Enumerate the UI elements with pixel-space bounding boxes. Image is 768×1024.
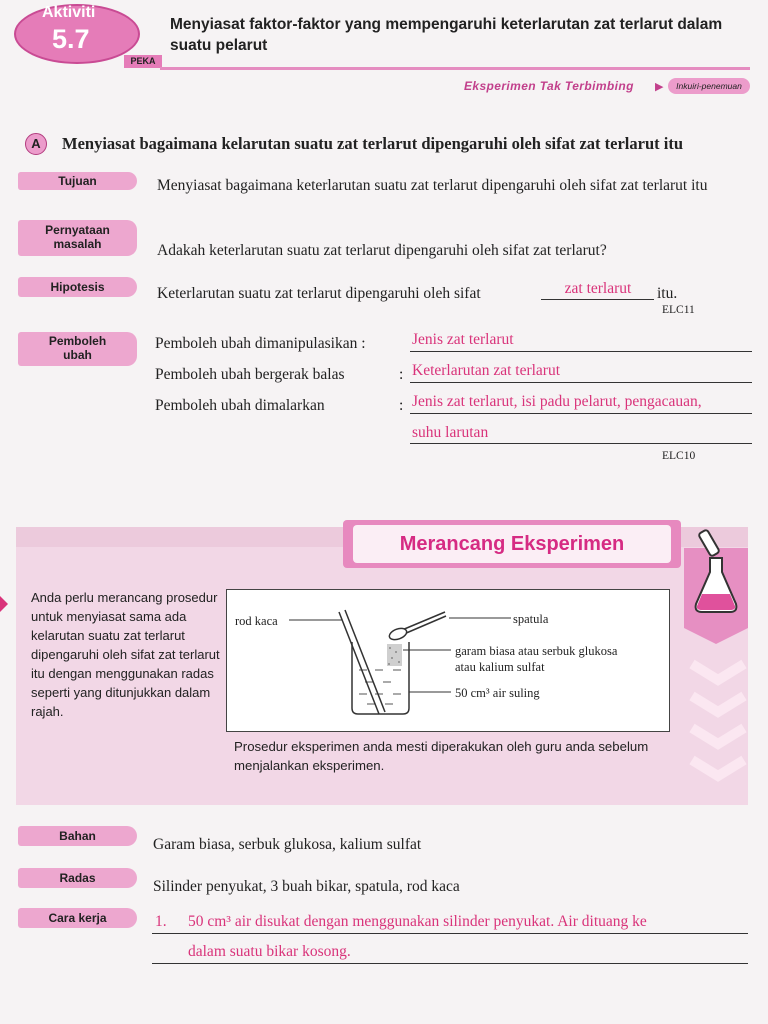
experiment-type: Eksperimen Tak Terbimbing [464, 79, 634, 93]
step-1-line-2: dalam suatu bikar kosong. [188, 943, 351, 960]
controlled-answer-1: Jenis zat terlarut, isi padu pelarut, pengacauan, [412, 393, 702, 410]
answer-line [410, 351, 752, 352]
activity-number: 5.7 [52, 24, 90, 54]
label-spatula: spatula [513, 612, 549, 626]
tag-pemboleh-ubah [18, 332, 137, 366]
answer-line [152, 933, 748, 934]
answer-line [410, 443, 752, 444]
step-1-line-1: 50 cm³ air disukat dengan menggunakan silinder penyukat. Air dituang ke [188, 913, 647, 930]
controlled-answer-2: suhu larutan [412, 424, 489, 441]
tag-cara-kerja: Cara kerja [18, 908, 137, 928]
tag-line-1: Pemboleh [48, 334, 107, 348]
radas-text: Silinder penyukat, 3 buah bikar, spatula, rod kaca [153, 878, 460, 895]
section-letter: A [25, 133, 47, 155]
label-solute-1: garam biasa atau serbuk glukosa [455, 644, 618, 658]
tag-line-2: ubah [63, 348, 92, 362]
step-number: 1. [155, 913, 167, 930]
tag-radas: Radas [18, 868, 137, 888]
answer-line [152, 963, 748, 964]
tag-tujuan: Tujuan [18, 172, 137, 190]
answer-line [410, 382, 752, 383]
tag-pernyataan-masalah [18, 220, 137, 256]
margin-marker-icon [0, 596, 10, 612]
design-intro-text: Anda perlu merancang prosedur untuk menyiasat sama ada kelarutan suatu zat terlarut dipengaruhi oleh sifat zat terlarut itu dengan menggunakan radas seperti yang ditunjukkan dalam rajah. [31, 590, 220, 719]
play-arrow-icon: ▶ [655, 81, 664, 93]
activity-word: Aktiviti [42, 4, 96, 21]
hipotesis-text: Keterlarutan suatu zat terlarut dipengaruhi oleh sifat [157, 285, 481, 302]
colon: : [399, 366, 404, 383]
activity-title: Menyiasat faktor-faktor yang mempengaruhi keterlarutan zat terlarut dalam suatu pelarut [170, 16, 723, 54]
hipotesis-answer-line [541, 299, 654, 300]
peka-tag: PEKA [124, 55, 162, 68]
colon: : [399, 397, 404, 414]
tag-line-1: Pernyataan [45, 223, 110, 237]
apparatus-diagram [226, 589, 670, 732]
header-rule [160, 67, 750, 70]
controlled-label: Pemboleh ubah dimalarkan [155, 397, 325, 414]
elc-code: ELC11 [662, 304, 695, 316]
elc-code: ELC10 [662, 450, 696, 462]
pernyataan-text: Adakah keterlarutan suatu zat terlarut dipengaruhi oleh sifat zat terlarut? [157, 242, 607, 259]
section-title: Menyiasat bagaimana kelarutan suatu zat terlarut dipengaruhi oleh sifat zat terlarut itu [62, 134, 684, 153]
hipotesis-answer: zat terlarut [564, 280, 632, 297]
tag-line-2: masalah [53, 237, 102, 251]
design-banner-title: Merancang Eksperimen [353, 525, 671, 563]
label-rod: rod kaca [235, 614, 278, 628]
flask-icon [692, 528, 744, 618]
tujuan-text: Menyiasat bagaimana keterlarutan suatu zat terlarut dipengaruhi oleh sifat zat terlarut itu [157, 177, 708, 194]
responding-label: Pemboleh ubah bergerak balas [155, 366, 345, 383]
manipulated-label: Pemboleh ubah dimanipulasikan : [155, 335, 366, 352]
design-note: Prosedur eksperimen anda mesti diperakukan oleh guru anda sebelum menjalankan eksperimen. [234, 739, 649, 773]
label-water: 50 cm³ air suling [455, 686, 540, 700]
hipotesis-end: itu. [657, 285, 678, 302]
responding-answer: Keterlarutan zat terlarut [412, 362, 561, 379]
bahan-text: Garam biasa, serbuk glukosa, kalium sulfat [153, 836, 422, 853]
beaker-drawing [227, 590, 669, 731]
tag-hipotesis: Hipotesis [18, 277, 137, 297]
experiment-subtype-badge: Inkuiri-penemuan [668, 78, 750, 94]
tag-bahan: Bahan [18, 826, 137, 846]
manipulated-answer: Jenis zat terlarut [412, 331, 514, 348]
answer-line [410, 413, 752, 414]
label-solute-2: atau kalium sulfat [455, 660, 545, 674]
